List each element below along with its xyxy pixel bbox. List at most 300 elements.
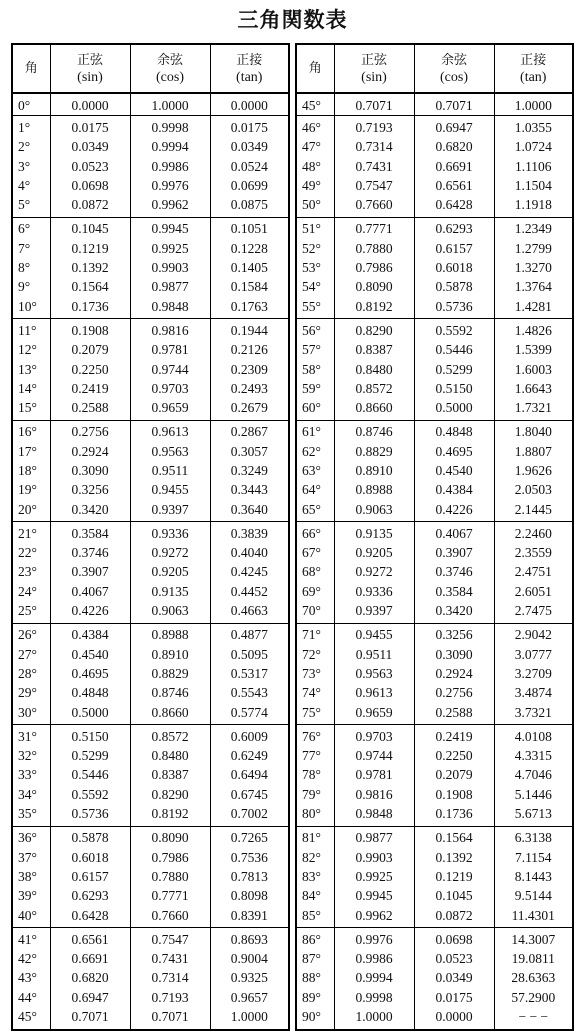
angle-cell: 48° — [296, 157, 334, 176]
sin-cell: 0.8090 — [334, 278, 414, 297]
table-row — [12, 684, 289, 703]
table-row — [12, 601, 289, 623]
sin-cell: 0.9998 — [334, 988, 414, 1007]
cos-cell: 0.8910 — [130, 645, 210, 664]
table-row — [12, 420, 289, 442]
table-row — [12, 461, 289, 480]
table-row — [12, 1007, 289, 1029]
cos-cell: 0.7071 — [414, 93, 494, 116]
table-row — [296, 703, 573, 725]
angle-cell: 79° — [296, 785, 334, 804]
tan-cell: 4.0108 — [494, 725, 573, 747]
sin-cell: 0.1564 — [50, 278, 130, 297]
tan-cell: 0.0175 — [210, 116, 289, 138]
tan-cell: 0.5317 — [210, 664, 289, 683]
angle-cell: 77° — [296, 747, 334, 766]
sin-cell: 0.6428 — [50, 906, 130, 928]
table-row — [12, 988, 289, 1007]
angle-cell: 2° — [12, 138, 50, 157]
sin-cell: 0.9703 — [334, 725, 414, 747]
table-row — [12, 258, 289, 277]
tan-cell: 0.8391 — [210, 906, 289, 928]
tan-cell: 3.4874 — [494, 684, 573, 703]
sin-cell: 0.8660 — [334, 398, 414, 420]
cos-cell: 0.5299 — [414, 360, 494, 379]
angle-cell: 64° — [296, 481, 334, 500]
sin-cell: 0.9063 — [334, 500, 414, 522]
angle-cell: 73° — [296, 664, 334, 683]
angle-cell: 54° — [296, 278, 334, 297]
angle-cell: 1° — [12, 116, 50, 138]
table-row — [12, 138, 289, 157]
cos-cell: 0.8192 — [130, 804, 210, 826]
table-row — [12, 826, 289, 848]
table-row — [296, 804, 573, 826]
tan-cell: 0.9657 — [210, 988, 289, 1007]
cos-cell: 0.5878 — [414, 278, 494, 297]
angle-cell: 37° — [12, 848, 50, 867]
tan-cell: 1.7321 — [494, 398, 573, 420]
tan-cell: 2.4751 — [494, 563, 573, 582]
angle-cell: 40° — [12, 906, 50, 928]
tan-cell: 1.4281 — [494, 297, 573, 319]
sin-cell: 0.8829 — [334, 442, 414, 461]
sin-cell: 0.7880 — [334, 239, 414, 258]
header-cos: 余弦 (cos) — [414, 44, 494, 93]
sin-cell: 0.2419 — [50, 379, 130, 398]
tan-cell: 1.6003 — [494, 360, 573, 379]
angle-cell: 88° — [296, 969, 334, 988]
sin-cell: 0.8387 — [334, 341, 414, 360]
angle-cell: 36° — [12, 826, 50, 848]
table-row — [12, 544, 289, 563]
tan-cell: 0.3640 — [210, 500, 289, 522]
cos-cell: 0.9272 — [130, 544, 210, 563]
header-angle: 角 — [296, 44, 334, 93]
cos-cell: 0.4384 — [414, 481, 494, 500]
table-row — [296, 297, 573, 319]
sin-cell: 0.9976 — [334, 928, 414, 950]
cos-cell: 0.7986 — [130, 848, 210, 867]
table-row — [12, 195, 289, 217]
angle-cell: 85° — [296, 906, 334, 928]
cos-cell: 0.8290 — [130, 785, 210, 804]
angle-cell: 66° — [296, 522, 334, 544]
table-row — [296, 360, 573, 379]
tan-cell: 0.1763 — [210, 297, 289, 319]
table-row — [12, 379, 289, 398]
tan-cell: 0.3249 — [210, 461, 289, 480]
sin-cell: 0.7071 — [334, 93, 414, 116]
sin-cell: 0.6157 — [50, 867, 130, 886]
angle-cell: 15° — [12, 398, 50, 420]
cos-cell: 0.9994 — [130, 138, 210, 157]
table-row — [12, 969, 289, 988]
sin-cell: 0.9781 — [334, 766, 414, 785]
tan-cell: 0.5095 — [210, 645, 289, 664]
cos-cell: 0.9976 — [130, 176, 210, 195]
cos-cell: 0.6947 — [414, 116, 494, 138]
angle-cell: 12° — [12, 341, 50, 360]
sin-cell: 0.5299 — [50, 747, 130, 766]
tan-cell: 1.9626 — [494, 461, 573, 480]
sin-cell: 0.9962 — [334, 906, 414, 928]
angle-cell: 13° — [12, 360, 50, 379]
table-row — [12, 664, 289, 683]
cos-cell: 0.0000 — [414, 1007, 494, 1029]
sin-cell: 0.6561 — [50, 928, 130, 950]
table-row — [296, 867, 573, 886]
table-row — [12, 645, 289, 664]
tan-cell: 0.8098 — [210, 887, 289, 906]
sin-cell: 0.0349 — [50, 138, 130, 157]
cos-cell: 0.7431 — [130, 949, 210, 968]
angle-cell: 45° — [12, 1007, 50, 1029]
table-row — [12, 93, 289, 116]
sin-cell: 0.9994 — [334, 969, 414, 988]
tan-cell: 0.6009 — [210, 725, 289, 747]
table-row — [12, 217, 289, 239]
cos-cell: 0.9986 — [130, 157, 210, 176]
tan-cell: 0.7813 — [210, 867, 289, 886]
table-row — [296, 157, 573, 176]
sin-cell: 0.9205 — [334, 544, 414, 563]
cos-cell: 0.3090 — [414, 645, 494, 664]
table-row — [12, 360, 289, 379]
table-row — [296, 379, 573, 398]
angle-cell: 76° — [296, 725, 334, 747]
angle-cell: 59° — [296, 379, 334, 398]
cos-cell: 0.8746 — [130, 684, 210, 703]
cos-cell: 0.5000 — [414, 398, 494, 420]
table-row — [296, 176, 573, 195]
cos-cell: 0.9063 — [130, 601, 210, 623]
header-tan: 正接 (tan) — [210, 44, 289, 93]
cos-cell: 0.8090 — [130, 826, 210, 848]
cos-cell: 0.3746 — [414, 563, 494, 582]
angle-cell: 43° — [12, 969, 50, 988]
tan-cell: 11.4301 — [494, 906, 573, 928]
sin-cell: 0.3907 — [50, 563, 130, 582]
tan-cell: 0.7536 — [210, 848, 289, 867]
angle-cell: 30° — [12, 703, 50, 725]
sin-cell: 0.9511 — [334, 645, 414, 664]
table-row — [12, 766, 289, 785]
table-row — [12, 906, 289, 928]
cos-cell: 0.5446 — [414, 341, 494, 360]
cos-cell: 0.1908 — [414, 785, 494, 804]
tan-cell: 1.3764 — [494, 278, 573, 297]
sin-cell: 0.1392 — [50, 258, 130, 277]
cos-cell: 0.6691 — [414, 157, 494, 176]
sin-cell: 0.9135 — [334, 522, 414, 544]
sin-cell: 0.4848 — [50, 684, 130, 703]
cos-cell: 0.9877 — [130, 278, 210, 297]
cos-cell: 0.9397 — [130, 500, 210, 522]
cos-cell: 0.3907 — [414, 544, 494, 563]
tan-cell: 2.9042 — [494, 623, 573, 645]
sin-cell: 0.2250 — [50, 360, 130, 379]
table-row — [296, 725, 573, 747]
trig-table-left — [11, 43, 290, 1031]
table-row — [296, 949, 573, 968]
angle-cell: 3° — [12, 157, 50, 176]
sin-cell: 0.4540 — [50, 645, 130, 664]
sin-cell: 1.0000 — [334, 1007, 414, 1029]
tan-cell: 2.6051 — [494, 582, 573, 601]
cos-cell: 0.9848 — [130, 297, 210, 319]
tan-cell: 0.0524 — [210, 157, 289, 176]
angle-cell: 49° — [296, 176, 334, 195]
angle-cell: 72° — [296, 645, 334, 664]
table-body-right — [296, 93, 573, 1030]
cos-cell: 0.7193 — [130, 988, 210, 1007]
table-row — [296, 928, 573, 950]
cos-cell: 0.1564 — [414, 826, 494, 848]
table-row — [296, 278, 573, 297]
cos-cell: 0.0523 — [414, 949, 494, 968]
sin-cell: 0.9397 — [334, 601, 414, 623]
angle-cell: 87° — [296, 949, 334, 968]
sin-cell: 0.7771 — [334, 217, 414, 239]
angle-cell: 71° — [296, 623, 334, 645]
tan-cell: 0.0000 — [210, 93, 289, 116]
angle-cell: 69° — [296, 582, 334, 601]
table-row — [296, 481, 573, 500]
tan-cell: 2.0503 — [494, 481, 573, 500]
angle-cell: 50° — [296, 195, 334, 217]
sin-cell: 0.0000 — [50, 93, 130, 116]
table-row — [296, 195, 573, 217]
angle-cell: 26° — [12, 623, 50, 645]
sin-cell: 0.9986 — [334, 949, 414, 968]
sin-cell: 0.3584 — [50, 522, 130, 544]
sin-cell: 0.9903 — [334, 848, 414, 867]
cos-cell: 0.9962 — [130, 195, 210, 217]
angle-cell: 81° — [296, 826, 334, 848]
tan-cell: 14.3007 — [494, 928, 573, 950]
table-row — [12, 563, 289, 582]
tan-cell: 0.0699 — [210, 176, 289, 195]
table-row — [296, 684, 573, 703]
cos-cell: 0.9925 — [130, 239, 210, 258]
table-row — [12, 804, 289, 826]
angle-cell: 9° — [12, 278, 50, 297]
tan-cell: 1.5399 — [494, 341, 573, 360]
cos-cell: 0.7071 — [130, 1007, 210, 1029]
table-row — [12, 949, 289, 968]
angle-cell: 70° — [296, 601, 334, 623]
cos-cell: 0.1392 — [414, 848, 494, 867]
angle-cell: 51° — [296, 217, 334, 239]
table-body-left — [12, 93, 289, 1030]
tan-cell: 2.7475 — [494, 601, 573, 623]
cos-cell: 0.2924 — [414, 664, 494, 683]
cos-cell: 0.6428 — [414, 195, 494, 217]
tan-cell: 28.6363 — [494, 969, 573, 988]
tan-cell: 4.7046 — [494, 766, 573, 785]
cos-cell: 0.9903 — [130, 258, 210, 277]
sin-cell: 0.7431 — [334, 157, 414, 176]
angle-cell: 90° — [296, 1007, 334, 1029]
table-row — [296, 887, 573, 906]
cos-cell: 0.4226 — [414, 500, 494, 522]
angle-cell: 29° — [12, 684, 50, 703]
tan-cell: 0.0349 — [210, 138, 289, 157]
sin-cell: 0.8910 — [334, 461, 414, 480]
sin-cell: 0.9925 — [334, 867, 414, 886]
sin-cell: 0.0698 — [50, 176, 130, 195]
cos-cell: 0.9205 — [130, 563, 210, 582]
sin-cell: 0.3256 — [50, 481, 130, 500]
table-row — [12, 176, 289, 195]
table-row — [296, 258, 573, 277]
cos-cell: 0.9336 — [130, 522, 210, 544]
table-row — [12, 582, 289, 601]
tan-cell: 0.4877 — [210, 623, 289, 645]
cos-cell: 0.2588 — [414, 703, 494, 725]
sin-cell: 0.7986 — [334, 258, 414, 277]
cos-cell: 0.3256 — [414, 623, 494, 645]
cos-cell: 0.4540 — [414, 461, 494, 480]
tan-cell: 0.4040 — [210, 544, 289, 563]
angle-cell: 89° — [296, 988, 334, 1007]
angle-cell: 22° — [12, 544, 50, 563]
cos-cell: 0.0349 — [414, 969, 494, 988]
table-row — [12, 341, 289, 360]
tan-cell: 1.0724 — [494, 138, 573, 157]
sin-cell: 0.2924 — [50, 442, 130, 461]
tan-cell: 3.7321 — [494, 703, 573, 725]
table-row — [296, 500, 573, 522]
angle-cell: 14° — [12, 379, 50, 398]
angle-cell: 47° — [296, 138, 334, 157]
cos-cell: 0.7314 — [130, 969, 210, 988]
table-row — [12, 116, 289, 138]
cos-cell: 0.2250 — [414, 747, 494, 766]
tan-cell: 5.6713 — [494, 804, 573, 826]
tan-cell: 7.1154 — [494, 848, 573, 867]
tan-cell: 0.7265 — [210, 826, 289, 848]
cos-cell: 0.9945 — [130, 217, 210, 239]
tan-cell: 0.9325 — [210, 969, 289, 988]
tan-cell: 5.1446 — [494, 785, 573, 804]
table-row — [12, 747, 289, 766]
tan-cell: 1.6643 — [494, 379, 573, 398]
table-row — [12, 239, 289, 258]
header-sin: 正弦 (sin) — [50, 44, 130, 93]
table-row — [296, 848, 573, 867]
sin-cell: 0.1219 — [50, 239, 130, 258]
angle-cell: 32° — [12, 747, 50, 766]
tan-cell: 1.1918 — [494, 195, 573, 217]
table-row — [12, 703, 289, 725]
angle-cell: 11° — [12, 319, 50, 341]
angle-cell: 4° — [12, 176, 50, 195]
angle-cell: 65° — [296, 500, 334, 522]
sin-cell: 0.1045 — [50, 217, 130, 239]
tan-cell: 0.6745 — [210, 785, 289, 804]
table-row — [12, 522, 289, 544]
cos-cell: 0.3584 — [414, 582, 494, 601]
cos-cell: 0.9613 — [130, 420, 210, 442]
sin-cell: 0.9816 — [334, 785, 414, 804]
sin-cell: 0.7314 — [334, 138, 414, 157]
angle-cell: 83° — [296, 867, 334, 886]
tan-cell: 2.3559 — [494, 544, 573, 563]
sin-cell: 0.6018 — [50, 848, 130, 867]
sin-cell: 0.4695 — [50, 664, 130, 683]
cos-cell: 0.8480 — [130, 747, 210, 766]
table-row — [12, 500, 289, 522]
angle-cell: 23° — [12, 563, 50, 582]
sin-cell: 0.5150 — [50, 725, 130, 747]
tan-cell: 1.0355 — [494, 116, 573, 138]
cos-cell: 0.9659 — [130, 398, 210, 420]
sin-cell: 0.9877 — [334, 826, 414, 848]
sin-cell: 0.5446 — [50, 766, 130, 785]
angle-cell: 67° — [296, 544, 334, 563]
sin-cell: 0.6820 — [50, 969, 130, 988]
tan-cell: 0.4452 — [210, 582, 289, 601]
table-row — [296, 582, 573, 601]
sin-cell: 0.7547 — [334, 176, 414, 195]
angle-cell: 44° — [12, 988, 50, 1007]
cos-cell: 0.5592 — [414, 319, 494, 341]
angle-cell: 53° — [296, 258, 334, 277]
cos-cell: 0.9816 — [130, 319, 210, 341]
angle-cell: 57° — [296, 341, 334, 360]
tan-cell: 0.0875 — [210, 195, 289, 217]
tan-cell: 0.3057 — [210, 442, 289, 461]
table-row — [12, 848, 289, 867]
sin-cell: 0.7660 — [334, 195, 414, 217]
sin-cell: 0.1908 — [50, 319, 130, 341]
cos-cell: 0.5736 — [414, 297, 494, 319]
table-row — [12, 157, 289, 176]
tan-cell: 9.5144 — [494, 887, 573, 906]
trig-table-right — [295, 43, 574, 1031]
table-row — [12, 887, 289, 906]
tan-cell: 0.9004 — [210, 949, 289, 968]
cos-cell: 0.0175 — [414, 988, 494, 1007]
angle-cell: 61° — [296, 420, 334, 442]
table-row — [296, 766, 573, 785]
cos-cell: 1.0000 — [130, 93, 210, 116]
tan-cell: 6.3138 — [494, 826, 573, 848]
angle-cell: 80° — [296, 804, 334, 826]
sin-cell: 0.1736 — [50, 297, 130, 319]
angle-cell: 45° — [296, 93, 334, 116]
tan-cell: − − − — [494, 1007, 573, 1029]
table-row — [12, 623, 289, 645]
cos-cell: 0.9563 — [130, 442, 210, 461]
sin-cell: 0.7071 — [50, 1007, 130, 1029]
tan-cell: 2.2460 — [494, 522, 573, 544]
table-row — [296, 563, 573, 582]
table-row — [296, 217, 573, 239]
tan-cell: 0.2309 — [210, 360, 289, 379]
sin-cell: 0.8988 — [334, 481, 414, 500]
tan-cell: 0.7002 — [210, 804, 289, 826]
angle-cell: 25° — [12, 601, 50, 623]
tan-cell: 0.5543 — [210, 684, 289, 703]
tan-cell: 0.2493 — [210, 379, 289, 398]
tan-cell: 2.1445 — [494, 500, 573, 522]
cos-cell: 0.9781 — [130, 341, 210, 360]
angle-cell: 17° — [12, 442, 50, 461]
angle-cell: 62° — [296, 442, 334, 461]
